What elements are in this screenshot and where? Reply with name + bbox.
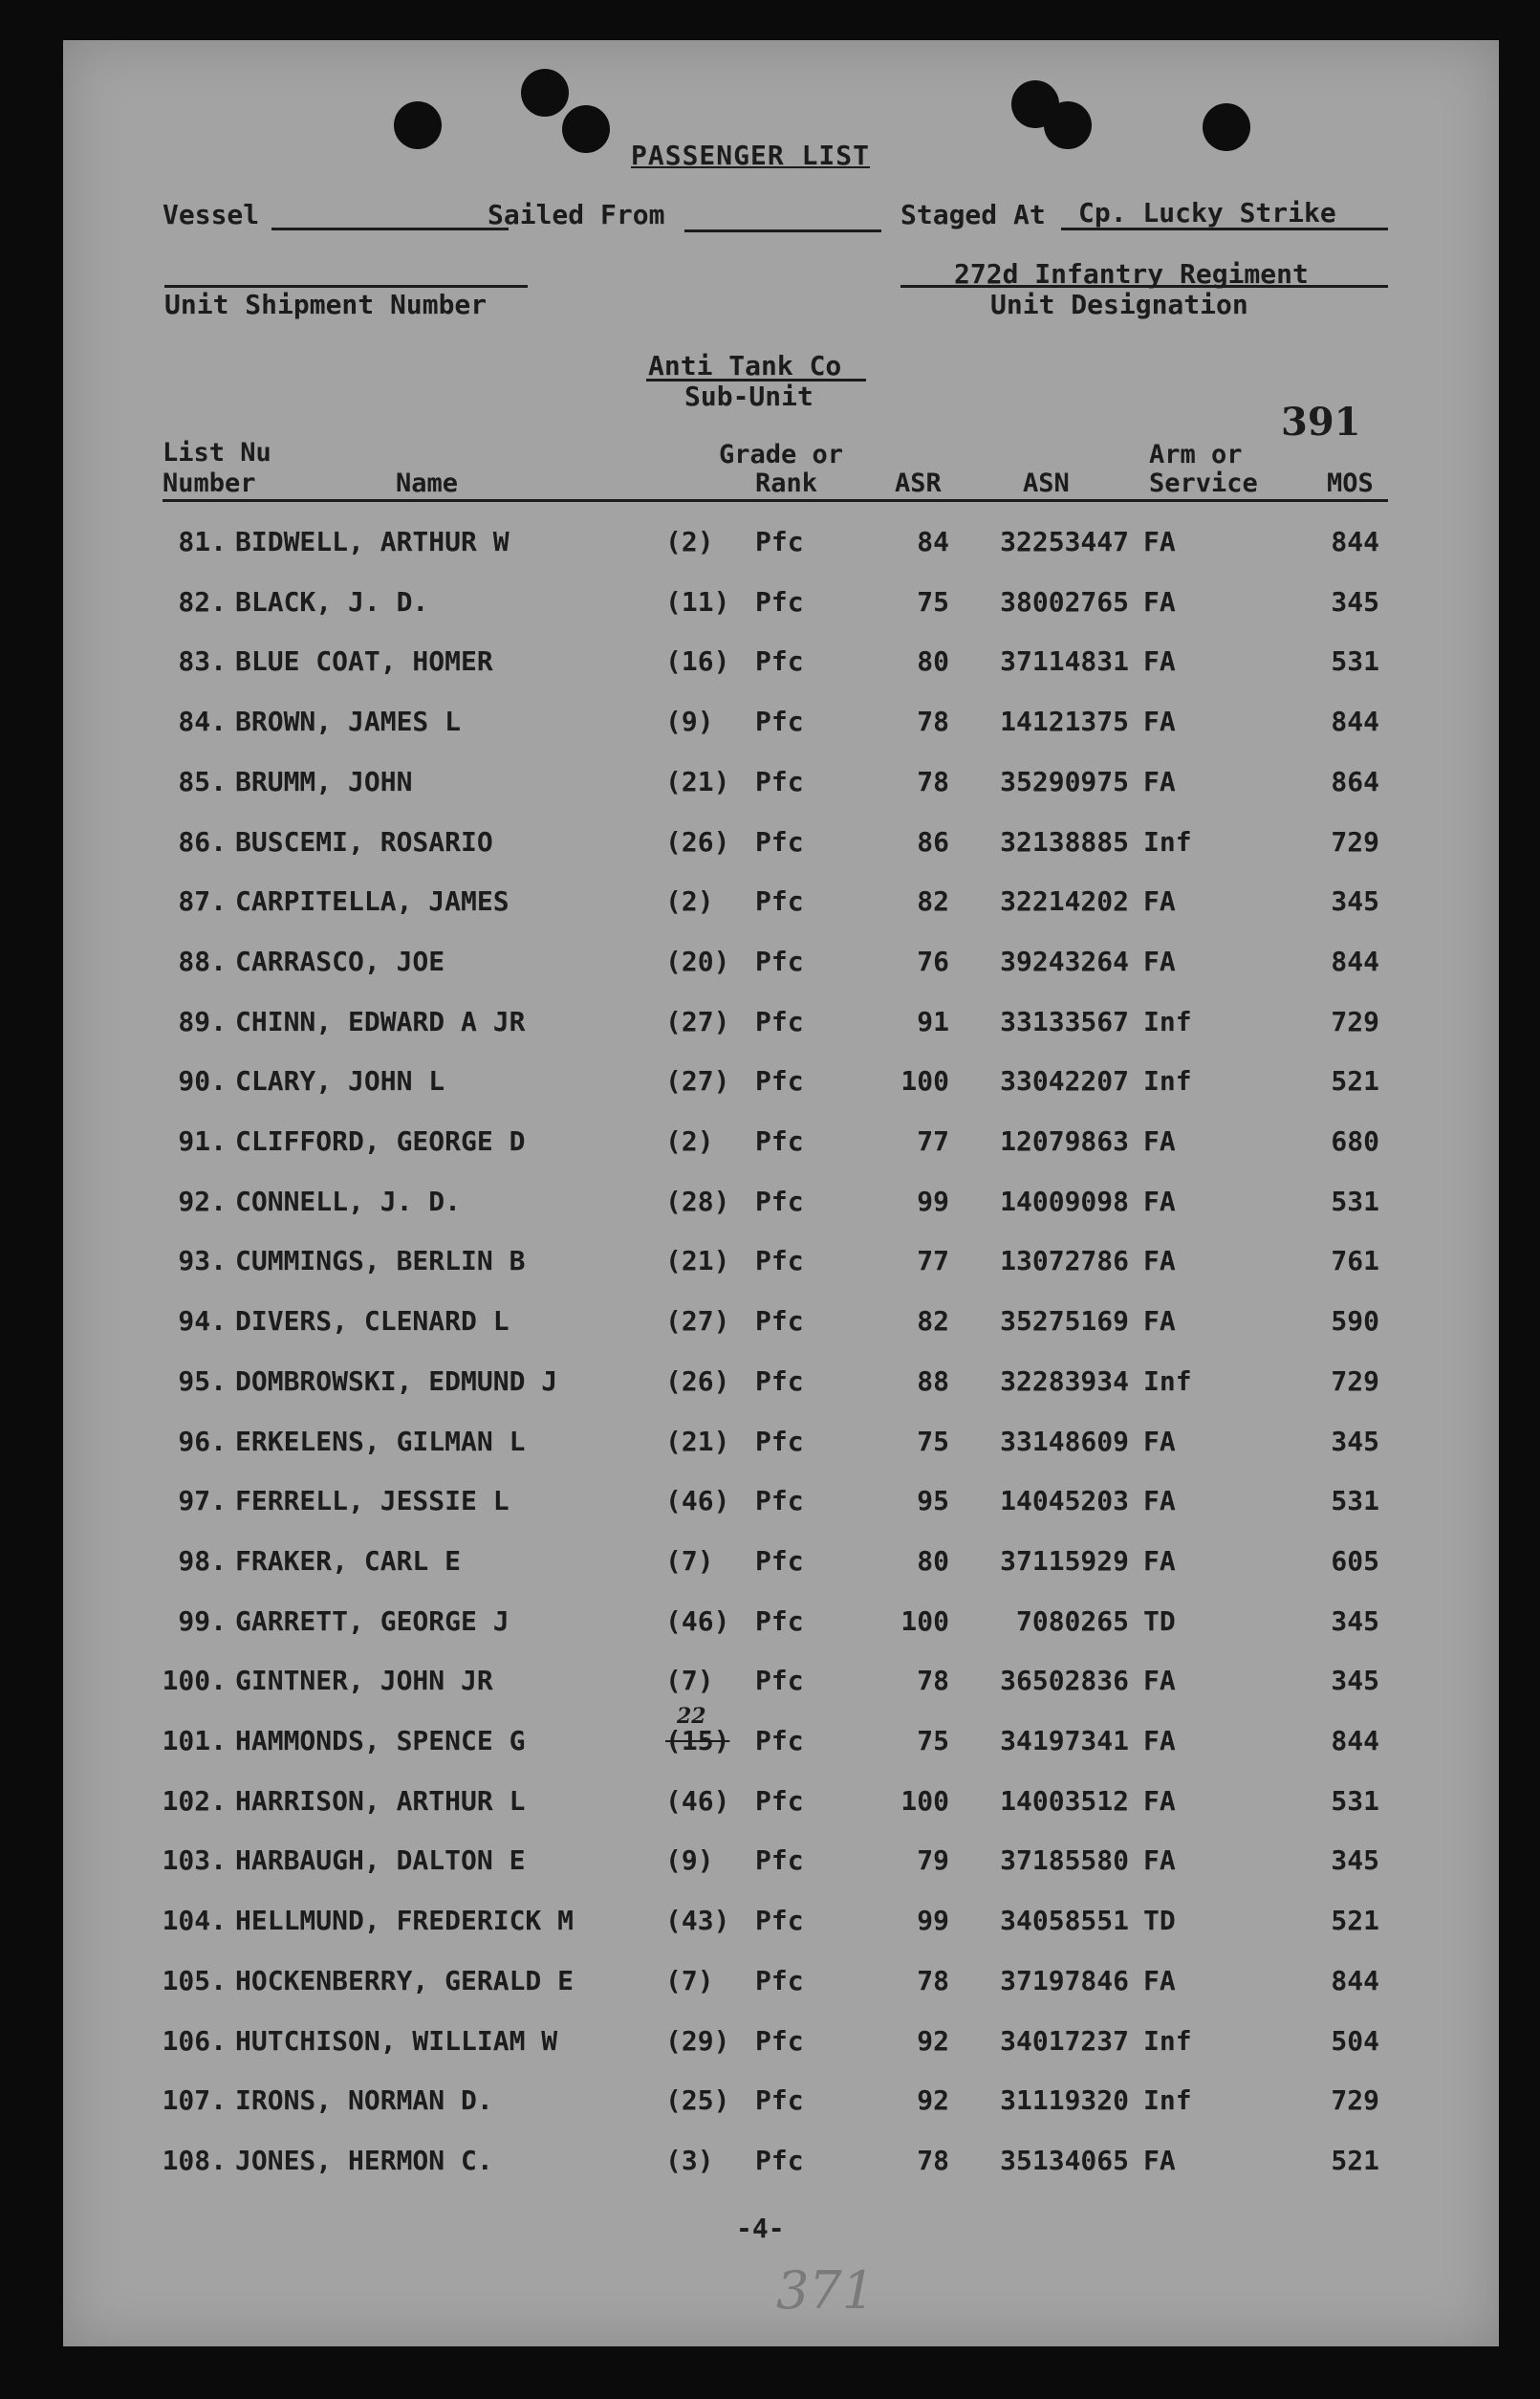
- rank: Pfc: [755, 1305, 804, 1338]
- asn-number: 12079863: [1000, 1125, 1129, 1157]
- asr-score: 78: [917, 706, 949, 738]
- arm-service: FA: [1143, 1185, 1176, 1217]
- rank: Pfc: [755, 645, 804, 678]
- grade: (26): [665, 1364, 730, 1397]
- table-row: [0, 1485, 1540, 1523]
- list-number: 86.: [178, 825, 227, 858]
- table-row: [0, 826, 1540, 864]
- asn-number: 37114831: [1000, 645, 1129, 678]
- mos-code: 844: [1331, 706, 1379, 738]
- grade: (15): [665, 1725, 730, 1756]
- grade: (46): [665, 1604, 730, 1637]
- passenger-name: GINTNER, JOHN JR: [235, 1665, 493, 1697]
- asr-score: 99: [917, 1905, 949, 1937]
- table-row: [0, 1245, 1540, 1283]
- passenger-name: CONNELL, J. D.: [235, 1185, 462, 1217]
- asn-number: 14003512: [1000, 1784, 1129, 1817]
- arm-service: FA: [1143, 765, 1176, 797]
- asr-score: 80: [917, 645, 949, 678]
- sailed-from-label: Sailed From: [488, 199, 665, 230]
- asr-score: 78: [917, 1964, 949, 1996]
- mos-code: 345: [1331, 885, 1379, 918]
- list-number: 99.: [178, 1604, 227, 1637]
- list-number: 92.: [178, 1185, 227, 1217]
- grade: (7): [665, 1964, 714, 1996]
- col-header-arm-1: Arm or: [1149, 440, 1243, 469]
- list-number: 101.: [162, 1725, 227, 1756]
- col-header-grade-2: Rank: [755, 469, 818, 498]
- arm-service: FA: [1143, 945, 1176, 977]
- grade: (27): [665, 1005, 730, 1037]
- asn-number: 33042207: [1000, 1065, 1129, 1098]
- rank: Pfc: [755, 1364, 804, 1397]
- vessel-blank: [271, 228, 509, 230]
- rank: Pfc: [755, 1784, 804, 1817]
- mos-code: 345: [1331, 1844, 1379, 1877]
- table-row: [0, 2145, 1540, 2183]
- col-header-grade-1: Grade or: [719, 440, 844, 469]
- unit-shipment-label: Unit Shipment Number: [164, 289, 488, 320]
- asn-number: 34017237: [1000, 2024, 1129, 2057]
- grade: (21): [665, 765, 730, 797]
- grade: (2): [665, 526, 714, 557]
- unit-shipment-blank: [164, 285, 528, 288]
- rank: Pfc: [755, 1125, 804, 1157]
- rank: Pfc: [755, 1245, 804, 1277]
- arm-service: FA: [1143, 1964, 1176, 1996]
- asn-number: 34058551: [1000, 1905, 1129, 1937]
- asn-number: 32214202: [1000, 885, 1129, 918]
- grade: (7): [665, 1665, 714, 1697]
- asn-number: 38002765: [1000, 585, 1129, 618]
- asn-number: 32138885: [1000, 825, 1129, 858]
- sailed-from-blank: [684, 229, 881, 232]
- asn-number: 37197846: [1000, 1964, 1129, 1996]
- asr-score: 100: [900, 1065, 949, 1098]
- list-number: 103.: [162, 1844, 227, 1877]
- passenger-name: DOMBROWSKI, EDMUND J: [235, 1364, 558, 1397]
- arm-service: Inf: [1143, 2024, 1192, 2057]
- passenger-name: IRONS, NORMAN D.: [235, 2084, 493, 2117]
- passenger-name: HARRISON, ARTHUR L: [235, 1784, 526, 1817]
- arm-service: FA: [1143, 1544, 1176, 1577]
- asn-number: 35134065: [1000, 2144, 1129, 2176]
- mos-code: 605: [1331, 1544, 1379, 1577]
- grade: (43): [665, 1905, 730, 1937]
- grade: (28): [665, 1185, 730, 1217]
- grade-correction: 22: [677, 1704, 706, 1729]
- arm-service: FA: [1143, 706, 1176, 738]
- mos-code: 844: [1331, 1964, 1379, 1996]
- rank: Pfc: [755, 1725, 804, 1756]
- asr-score: 92: [917, 2084, 949, 2117]
- list-number: 104.: [162, 1905, 227, 1937]
- mos-code: 531: [1331, 1784, 1379, 1817]
- grade: (2): [665, 885, 714, 918]
- col-header-asr: ASR: [895, 469, 942, 498]
- mos-code: 531: [1331, 1185, 1379, 1217]
- asn-number: 36502836: [1000, 1665, 1129, 1697]
- table-row: [0, 586, 1540, 624]
- mos-code: 729: [1331, 2084, 1379, 2117]
- rank: Pfc: [755, 1844, 804, 1877]
- grade: (2): [665, 1125, 714, 1157]
- rank: Pfc: [755, 1905, 804, 1937]
- col-header-name: Name: [396, 469, 459, 498]
- passenger-name: BLACK, J. D.: [235, 585, 429, 618]
- list-number: 100.: [162, 1665, 227, 1697]
- rank: Pfc: [755, 1485, 804, 1517]
- passenger-name: CLIFFORD, GEORGE D: [235, 1125, 526, 1157]
- grade: (9): [665, 706, 714, 738]
- grade: (46): [665, 1485, 730, 1517]
- table-row: [0, 1365, 1540, 1404]
- asn-number: 35290975: [1000, 765, 1129, 797]
- list-number: 83.: [178, 645, 227, 678]
- asr-score: 100: [900, 1784, 949, 1817]
- asn-number: 35275169: [1000, 1305, 1129, 1338]
- rank: Pfc: [755, 585, 804, 618]
- list-number: 105.: [162, 1964, 227, 1996]
- grade: (3): [665, 2144, 714, 2176]
- passenger-name: HUTCHISON, WILLIAM W: [235, 2024, 558, 2057]
- asr-score: 79: [917, 1844, 949, 1877]
- grade: (27): [665, 1305, 730, 1338]
- arm-service: FA: [1143, 1245, 1176, 1277]
- table-row: [0, 2084, 1540, 2123]
- passenger-name: HOCKENBERRY, GERALD E: [235, 1964, 575, 1996]
- asr-score: 78: [917, 1665, 949, 1697]
- passenger-name: CHINN, EDWARD A JR: [235, 1005, 526, 1037]
- asn-number: 37115929: [1000, 1544, 1129, 1577]
- asn-number: 14121375: [1000, 706, 1129, 738]
- grade: (27): [665, 1065, 730, 1098]
- asn-number: 33133567: [1000, 1005, 1129, 1037]
- staged-at-label: Staged At: [900, 199, 1046, 230]
- list-number: 95.: [178, 1364, 227, 1397]
- grade: (29): [665, 2024, 730, 2057]
- mos-code: 345: [1331, 585, 1379, 618]
- passenger-name: BROWN, JAMES L: [235, 706, 462, 738]
- arm-service: TD: [1143, 1905, 1176, 1937]
- arm-service: FA: [1143, 585, 1176, 618]
- arm-service: FA: [1143, 2144, 1176, 2176]
- asr-score: 84: [917, 526, 949, 557]
- passenger-name: ERKELENS, GILMAN L: [235, 1425, 526, 1457]
- mos-code: 729: [1331, 1364, 1379, 1397]
- staged-at-value: Cp. Lucky Strike: [1078, 197, 1336, 229]
- rank: Pfc: [755, 885, 804, 918]
- mos-code: 844: [1331, 945, 1379, 977]
- mos-code: 729: [1331, 1005, 1379, 1037]
- passenger-name: FERRELL, JESSIE L: [235, 1485, 510, 1517]
- grade: (16): [665, 645, 730, 678]
- table-row: [0, 526, 1540, 564]
- list-number: 93.: [178, 1245, 227, 1277]
- col-header-arm-2: Service: [1149, 469, 1258, 498]
- passenger-name: GARRETT, GEORGE J: [235, 1604, 510, 1637]
- document-title: PASSENGER LIST: [631, 140, 871, 171]
- table-row: [0, 1186, 1540, 1224]
- grade: (11): [665, 585, 730, 618]
- unit-designation-value: 272d Infantry Regiment: [954, 258, 1309, 290]
- arm-service: FA: [1143, 885, 1176, 918]
- passenger-name: BIDWELL, ARTHUR W: [235, 526, 510, 557]
- asr-score: 77: [917, 1125, 949, 1157]
- grade: (21): [665, 1425, 730, 1457]
- mos-code: 864: [1331, 765, 1379, 797]
- arm-service: TD: [1143, 1604, 1176, 1637]
- table-row: [0, 1704, 1540, 1763]
- table-row: [0, 1065, 1540, 1103]
- list-number: 102.: [162, 1784, 227, 1817]
- list-number: 98.: [178, 1544, 227, 1577]
- table-row: [0, 645, 1540, 684]
- list-number: 87.: [178, 885, 227, 918]
- table-row: [0, 1785, 1540, 1823]
- asr-score: 78: [917, 765, 949, 797]
- asr-score: 75: [917, 585, 949, 618]
- list-number: 91.: [178, 1125, 227, 1157]
- arm-service: Inf: [1143, 1005, 1192, 1037]
- col-header-list-number-2: Number: [163, 469, 256, 498]
- punch-hole: [1203, 103, 1250, 151]
- table-row: [0, 1305, 1540, 1343]
- rank: Pfc: [755, 2024, 804, 2057]
- asn-number: 14045203: [1000, 1485, 1129, 1517]
- asn-number: 37185580: [1000, 1844, 1129, 1877]
- mos-code: 531: [1331, 1485, 1379, 1517]
- mos-code: 521: [1331, 2144, 1379, 2176]
- asn-number: 7080265: [1015, 1604, 1129, 1637]
- list-number: 81.: [178, 526, 227, 557]
- arm-service: Inf: [1143, 1065, 1192, 1098]
- asr-score: 75: [917, 1425, 949, 1457]
- table-row: [0, 1965, 1540, 2003]
- grade: (20): [665, 945, 730, 977]
- rank: Pfc: [755, 1544, 804, 1577]
- list-number: 88.: [178, 945, 227, 977]
- asr-score: 88: [917, 1364, 949, 1397]
- asn-number: 13072786: [1000, 1245, 1129, 1277]
- table-row: [0, 1605, 1540, 1644]
- list-number: 84.: [178, 706, 227, 738]
- arm-service: FA: [1143, 1844, 1176, 1877]
- passenger-name: CUMMINGS, BERLIN B: [235, 1245, 526, 1277]
- table-row: [0, 2025, 1540, 2063]
- col-header-mos: MOS: [1327, 469, 1374, 498]
- mos-code: 345: [1331, 1604, 1379, 1637]
- table-row: [0, 1006, 1540, 1044]
- list-number: 97.: [178, 1485, 227, 1517]
- mos-code: 844: [1331, 526, 1379, 557]
- sub-unit-value: Anti Tank Co: [648, 350, 842, 382]
- asr-score: 77: [917, 1245, 949, 1277]
- asr-score: 86: [917, 825, 949, 858]
- rank: Pfc: [755, 2144, 804, 2176]
- unit-designation-underline: [900, 285, 1388, 288]
- passenger-name: HARBAUGH, DALTON E: [235, 1844, 526, 1877]
- grade: (25): [665, 2084, 730, 2117]
- mos-code: 761: [1331, 1245, 1379, 1277]
- mos-code: 521: [1331, 1065, 1379, 1098]
- arm-service: FA: [1143, 1725, 1176, 1756]
- staged-at-underline: [1061, 228, 1388, 230]
- passenger-name: HELLMUND, FREDERICK M: [235, 1905, 575, 1937]
- mos-code: 680: [1331, 1125, 1379, 1157]
- rank: Pfc: [755, 1665, 804, 1697]
- col-header-list-number-1: List Nu: [163, 438, 271, 468]
- table-row: [0, 1665, 1540, 1703]
- asr-score: 78: [917, 2144, 949, 2176]
- sub-unit-label: Sub-Unit: [684, 381, 813, 412]
- rank: Pfc: [755, 1604, 804, 1637]
- rank: Pfc: [755, 1065, 804, 1098]
- arm-service: FA: [1143, 1784, 1176, 1817]
- table-row: [0, 1905, 1540, 1943]
- list-number: 85.: [178, 765, 227, 797]
- passenger-name: BUSCEMI, ROSARIO: [235, 825, 493, 858]
- arm-service: FA: [1143, 1125, 1176, 1157]
- grade: (26): [665, 825, 730, 858]
- list-number: 82.: [178, 585, 227, 618]
- asn-number: 14009098: [1000, 1185, 1129, 1217]
- asr-score: 75: [917, 1725, 949, 1756]
- table-row: [0, 1844, 1540, 1883]
- grade: (21): [665, 1245, 730, 1277]
- mos-code: 345: [1331, 1425, 1379, 1457]
- rank: Pfc: [755, 945, 804, 977]
- punch-hole: [521, 69, 569, 117]
- vessel-label: Vessel: [163, 199, 260, 230]
- table-row: [0, 706, 1540, 744]
- mos-code: 521: [1331, 1905, 1379, 1937]
- asn-number: 32253447: [1000, 526, 1129, 557]
- rank: Pfc: [755, 1425, 804, 1457]
- list-number: 96.: [178, 1425, 227, 1457]
- asr-score: 80: [917, 1544, 949, 1577]
- punch-hole: [562, 105, 610, 153]
- passenger-name: CARPITELLA, JAMES: [235, 885, 510, 918]
- arm-service: FA: [1143, 1485, 1176, 1517]
- arm-service: FA: [1143, 1665, 1176, 1697]
- asr-score: 91: [917, 1005, 949, 1037]
- asr-score: 82: [917, 1305, 949, 1338]
- asn-number: 32283934: [1000, 1364, 1129, 1397]
- grade: (9): [665, 1844, 714, 1877]
- asn-number: 31119320: [1000, 2084, 1129, 2117]
- arm-service: FA: [1143, 645, 1176, 678]
- mos-code: 531: [1331, 645, 1379, 678]
- passenger-name: BLUE COAT, HOMER: [235, 645, 493, 678]
- arm-service: FA: [1143, 1305, 1176, 1338]
- asr-score: 76: [917, 945, 949, 977]
- table-row: [0, 1426, 1540, 1464]
- passenger-name: BRUMM, JOHN: [235, 765, 413, 797]
- table-row: [0, 946, 1540, 984]
- header-rule: [163, 499, 1388, 502]
- passenger-name: FRAKER, CARL E: [235, 1544, 462, 1577]
- passenger-name: DIVERS, CLENARD L: [235, 1305, 510, 1338]
- mos-code: 590: [1331, 1305, 1379, 1338]
- page-number: -4-: [736, 2213, 785, 2244]
- arm-service: FA: [1143, 1425, 1176, 1457]
- rank: Pfc: [755, 706, 804, 738]
- grade: (7): [665, 1544, 714, 1577]
- arm-service: FA: [1143, 526, 1176, 557]
- asn-number: 39243264: [1000, 945, 1129, 977]
- list-number: 108.: [162, 2144, 227, 2176]
- list-number: 89.: [178, 1005, 227, 1037]
- asn-number: 34197341: [1000, 1725, 1129, 1756]
- rank: Pfc: [755, 526, 804, 557]
- passenger-name: CARRASCO, JOE: [235, 945, 445, 977]
- grade: (46): [665, 1784, 730, 1817]
- rank: Pfc: [755, 1005, 804, 1037]
- unit-designation-label: Unit Designation: [990, 289, 1248, 320]
- arm-service: Inf: [1143, 1364, 1192, 1397]
- table-row: [0, 1125, 1540, 1164]
- list-number: 107.: [162, 2084, 227, 2117]
- rank: Pfc: [755, 825, 804, 858]
- list-number: 94.: [178, 1305, 227, 1338]
- mos-code: 345: [1331, 1665, 1379, 1697]
- col-header-asn: ASN: [1023, 469, 1070, 498]
- page-stamp: 391: [1281, 400, 1361, 445]
- passenger-name: CLARY, JOHN L: [235, 1065, 445, 1098]
- passenger-name: JONES, HERMON C.: [235, 2144, 493, 2176]
- rank: Pfc: [755, 1185, 804, 1217]
- asr-score: 92: [917, 2024, 949, 2057]
- table-row: [0, 766, 1540, 804]
- rank: Pfc: [755, 765, 804, 797]
- asr-score: 99: [917, 1185, 949, 1217]
- list-number: 106.: [162, 2024, 227, 2057]
- arm-service: Inf: [1143, 2084, 1192, 2117]
- pencil-note: 371: [776, 2260, 876, 2321]
- rank: Pfc: [755, 1964, 804, 1996]
- asr-score: 82: [917, 885, 949, 918]
- asr-score: 95: [917, 1485, 949, 1517]
- asn-number: 33148609: [1000, 1425, 1129, 1457]
- mos-code: 844: [1331, 1725, 1379, 1756]
- rank: Pfc: [755, 2084, 804, 2117]
- table-row: [0, 1545, 1540, 1583]
- table-row: [0, 885, 1540, 924]
- list-number: 90.: [178, 1065, 227, 1098]
- arm-service: Inf: [1143, 825, 1192, 858]
- passenger-name: HAMMONDS, SPENCE G: [235, 1725, 526, 1756]
- asr-score: 100: [900, 1604, 949, 1637]
- punch-hole: [394, 101, 442, 149]
- mos-code: 729: [1331, 825, 1379, 858]
- mos-code: 504: [1331, 2024, 1379, 2057]
- punch-hole: [1044, 101, 1092, 149]
